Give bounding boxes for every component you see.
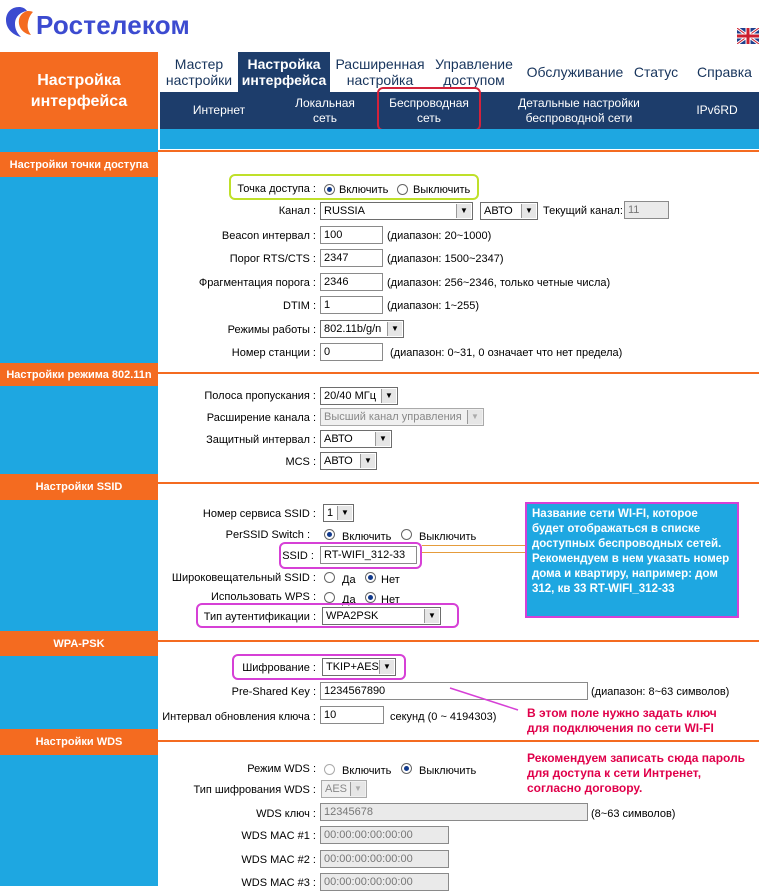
chevron-down-icon: ▼ — [381, 389, 396, 403]
beacon-input[interactable]: 100 — [320, 226, 383, 244]
wds-mac3-input: 00:00:00:00:00:00 — [320, 873, 449, 891]
wireless-highlight — [377, 87, 481, 131]
chevron-down-icon: ▼ — [467, 410, 482, 424]
encryption-label: Шифрование : — [242, 662, 316, 674]
sidebar-title: Настройка интерфейса — [0, 52, 158, 129]
psk-label: Pre-Shared Key : — [231, 686, 316, 698]
mode-select[interactable]: 802.11b/g/n ▼ — [320, 320, 404, 338]
chevron-down-icon: ▼ — [387, 322, 402, 336]
perssid-enable-label: Включить — [342, 531, 392, 543]
mcs-select[interactable]: АВТО ▼ — [320, 452, 377, 470]
broadcast-yes-label: Да — [342, 574, 356, 586]
ssid-note: Название сети WI-FI, которое будет отображаться в списке доступных беспроводных сетей. Рекомендуем в нем указать номер дома и квартиру, например: дом 312, кв 33 RT-WIFI_312-33 — [525, 502, 739, 618]
station-label: Номер станции : — [231, 347, 316, 359]
section-wds: Настройки WDS — [0, 729, 158, 755]
wds-key-input: 12345678 — [320, 803, 588, 821]
wds-enable-radio[interactable] — [324, 764, 335, 775]
tab-advanced[interactable]: Расширенная настройка — [335, 56, 425, 88]
ap-enable-radio[interactable] — [324, 184, 335, 195]
perssid-enable-radio[interactable] — [324, 529, 335, 540]
rts-input[interactable]: 2347 — [320, 249, 383, 267]
tab-access-control[interactable]: Управление доступом — [435, 56, 513, 88]
content-top-strip — [160, 129, 759, 149]
chevron-down-icon: ▼ — [337, 506, 352, 520]
chevron-down-icon: ▼ — [379, 660, 394, 674]
wds-mode-label: Режим WDS : — [247, 763, 316, 775]
wds-key-label: WDS ключ : — [256, 808, 316, 820]
wds-disable-label: Выключить — [419, 765, 477, 777]
uk-flag-icon[interactable] — [737, 28, 759, 44]
password-note: Рекомендуем записать сюда пароль для доступа к сети Интренет, согласно договору. — [527, 751, 746, 795]
section-ap: Настройки точки доступа — [0, 152, 158, 177]
section-ssid: Настройки SSID — [0, 474, 158, 500]
frag-label: Фрагментация порога : — [198, 277, 316, 289]
wps-yes-label: Да — [342, 594, 356, 606]
wps-no-radio[interactable] — [365, 592, 376, 603]
rostelecom-logo-icon — [3, 3, 35, 43]
station-input[interactable]: 0 — [320, 343, 383, 361]
auth-label: Тип аутентификации : — [203, 611, 316, 623]
key-note: В этом поле нужно задать ключ для подключения по сети WI-FI — [527, 706, 717, 735]
chevron-down-icon: ▼ — [360, 454, 375, 468]
callout-line — [422, 545, 525, 546]
rekey-input[interactable]: 10 — [320, 706, 384, 724]
current-channel-field: 11 — [624, 201, 669, 219]
wds-mac2-label: WDS MAC #2 : — [241, 854, 316, 866]
ssid-label: SSID : — [282, 550, 314, 562]
tab-interface-setup[interactable]: Настройка интерфейса — [238, 52, 330, 92]
frag-input[interactable]: 2346 — [320, 273, 383, 291]
broadcast-label: Широковещательный SSID : — [171, 572, 316, 584]
wds-enc-label: Тип шифрования WDS : — [193, 784, 316, 796]
psk-input[interactable]: 1234567890 — [320, 682, 588, 700]
perssid-label: PerSSID Switch : — [225, 529, 310, 541]
access-point-label: Точка доступа : — [237, 183, 316, 195]
rts-range: (диапазон: 1500~2347) — [387, 253, 504, 265]
chevron-down-icon: ▼ — [424, 609, 439, 623]
broadcast-yes-radio[interactable] — [324, 572, 335, 583]
station-range: (диапазон: 0~31, 0 означает что нет предела) — [390, 347, 623, 359]
bandwidth-label: Полоса пропускания : — [204, 390, 316, 402]
channel-label: Канал : — [278, 205, 316, 217]
perssid-disable-radio[interactable] — [401, 529, 412, 540]
wps-no-label: Нет — [381, 594, 400, 606]
psk-range: (диапазон: 8~63 символов) — [591, 686, 730, 698]
frag-range: (диапазон: 256~2346, только четные числа) — [387, 277, 611, 289]
ap-disable-label: Выключить — [413, 184, 471, 196]
section-divider — [158, 640, 759, 642]
encryption-select[interactable]: TKIP+AES ▼ — [322, 658, 396, 676]
subtab-lan[interactable]: Локальная сеть — [295, 95, 355, 125]
tab-wizard[interactable]: Мастер настройки — [165, 56, 233, 88]
wds-disable-radio[interactable] — [401, 763, 412, 774]
guard-select[interactable]: АВТО ▼ — [320, 430, 392, 448]
auth-select[interactable]: WPA2PSK ▼ — [322, 607, 441, 625]
wds-enable-label: Включить — [342, 765, 392, 777]
chevron-down-icon: ▼ — [521, 204, 536, 218]
wps-yes-radio[interactable] — [324, 592, 335, 603]
ssid-index-select[interactable]: 1 ▼ — [323, 504, 354, 522]
left-panel — [0, 129, 158, 886]
beacon-label: Beacon интервал : — [221, 230, 316, 242]
wps-label: Использовать WPS : — [210, 591, 316, 603]
ap-enable-label: Включить — [339, 184, 389, 196]
ssid-input[interactable]: RT-WIFI_312-33 — [320, 546, 417, 564]
channel-ext-label: Расширение канала : — [206, 412, 316, 424]
subtab-ipv6rd[interactable]: IPv6RD — [696, 103, 738, 117]
wds-mac1-label: WDS MAC #1 : — [241, 830, 316, 842]
wds-enc-select: AES ▼ — [321, 780, 367, 798]
subtab-wireless-advanced[interactable]: Детальные настройки беспроводной сети — [518, 95, 640, 125]
brand-name: Ростелеком — [36, 10, 190, 40]
channel-ext-select: Высший канал управления ▼ — [320, 408, 484, 426]
bandwidth-select[interactable]: 20/40 МГц ▼ — [320, 387, 398, 405]
section-divider — [158, 372, 759, 374]
section-divider — [158, 740, 759, 742]
wds-key-range: (8~63 символов) — [591, 808, 676, 820]
subtab-internet[interactable]: Интернет — [192, 103, 246, 117]
current-channel-label: Текущий канал: — [543, 205, 623, 217]
chevron-down-icon: ▼ — [375, 432, 390, 446]
channel-select[interactable]: АВТО ▼ — [480, 202, 538, 220]
tab-maintenance[interactable]: Обслуживание — [526, 64, 624, 80]
section-divider — [158, 482, 759, 484]
mode-label: Режимы работы : — [227, 324, 316, 336]
ap-disable-radio[interactable] — [397, 184, 408, 195]
chevron-down-icon: ▼ — [456, 204, 471, 218]
perssid-disable-label: Выключить — [419, 531, 477, 543]
callout-arrow-icon — [440, 684, 520, 712]
dtim-input[interactable]: 1 — [320, 296, 383, 314]
tab-help[interactable]: Справка — [697, 64, 752, 80]
chevron-down-icon: ▼ — [350, 782, 365, 796]
section-wpa: WPA-PSK — [0, 631, 158, 656]
callout-line — [422, 552, 525, 553]
dtim-label: DTIM : — [283, 300, 316, 312]
rekey-unit: секунд (0 ~ 4194303) — [390, 711, 497, 723]
ssid-index-label: Номер сервиса SSID : — [202, 508, 316, 520]
broadcast-no-radio[interactable] — [365, 572, 376, 583]
mcs-label: MCS : — [285, 456, 316, 468]
wds-mac1-input: 00:00:00:00:00:00 — [320, 826, 449, 844]
tab-status[interactable]: Статус — [633, 64, 679, 80]
rekey-label: Интервал обновления ключа : — [162, 711, 316, 723]
section-divider — [158, 150, 759, 152]
section-80211n: Настройки режима 802.11n — [0, 363, 158, 386]
dtim-range: (диапазон: 1~255) — [387, 300, 480, 312]
rts-label: Порог RTS/CTS : — [229, 253, 316, 265]
wds-mac2-input: 00:00:00:00:00:00 — [320, 850, 449, 868]
country-select[interactable]: RUSSIA ▼ — [320, 202, 473, 220]
wds-mac3-label: WDS MAC #3 : — [241, 877, 316, 889]
broadcast-no-label: Нет — [381, 574, 400, 586]
beacon-range: (диапазон: 20~1000) — [387, 230, 492, 242]
subtab-wireless[interactable]: Беспроводная сеть — [389, 95, 469, 125]
guard-label: Защитный интервал : — [206, 434, 316, 446]
